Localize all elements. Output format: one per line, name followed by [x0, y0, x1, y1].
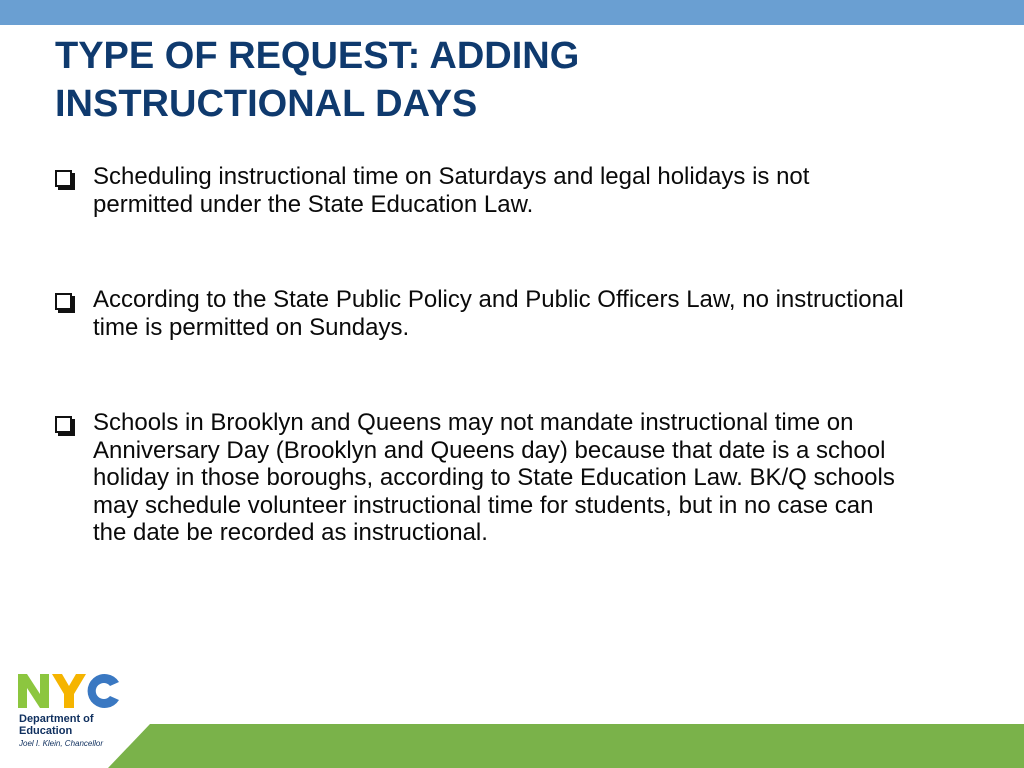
department-line-1: Department of — [19, 713, 94, 725]
bullet-item-anniversary-day — [55, 409, 905, 547]
checkbox-bullet-icon — [55, 293, 72, 310]
checkbox-bullet-icon — [55, 170, 72, 187]
bullet-text: Scheduling instructional time on Saturdays and legal holidays is not permitted under the State Education Law. — [93, 163, 810, 218]
chancellor-line: Joel I. Klein, Chancellor — [19, 739, 104, 748]
top-accent-bar — [0, 0, 1024, 25]
bottom-green-band — [0, 724, 1024, 768]
slide-title-line-2: INSTRUCTIONAL DAYS — [55, 83, 478, 125]
bullet-text: According to the State Public Policy and Public Officers Law, no instructional time is permitted on Sundays. — [93, 286, 904, 341]
bullet-text: Schools in Brooklyn and Queens may not mandate instructional time on Anniversary Day (Brooklyn and Queens day) because that date is a school holiday in those boroughs, according to State Education Law. BK/Q schools may schedule volunteer instructional time for students, but in no case can the date be recorded as instructional. — [93, 409, 895, 546]
checkbox-bullet-icon — [55, 416, 72, 433]
bullet-list — [55, 163, 905, 547]
bullet-item-sundays — [55, 286, 905, 341]
bullet-item-saturdays — [55, 163, 905, 218]
slide-title-line-1: TYPE OF REQUEST: ADDING — [55, 35, 580, 77]
nyc-logo-icon — [18, 672, 122, 710]
department-line-2: Education — [19, 725, 73, 737]
slide-title — [55, 32, 955, 128]
